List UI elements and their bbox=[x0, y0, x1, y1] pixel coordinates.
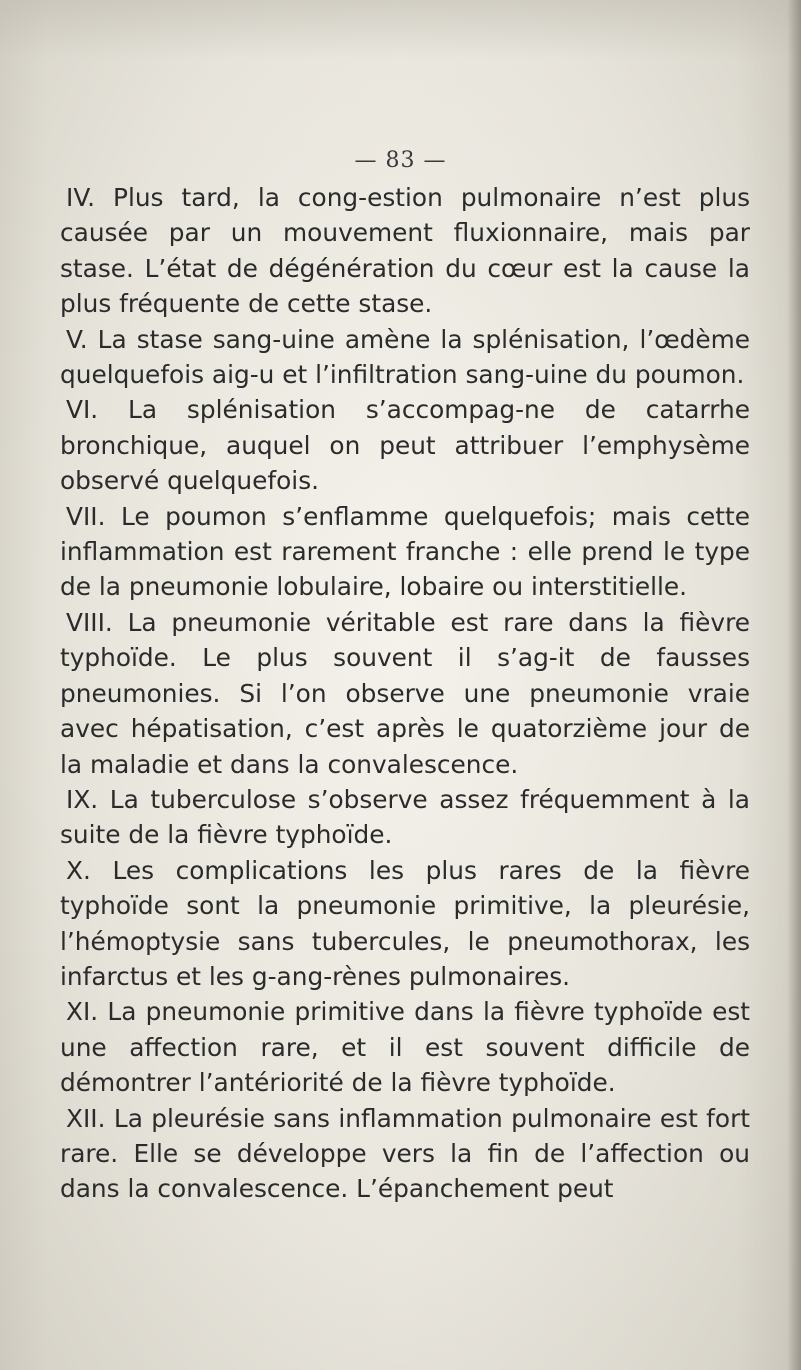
paragraph-number: XI. bbox=[66, 997, 99, 1027]
paragraph-vii bbox=[60, 499, 750, 605]
paragraph-viii bbox=[60, 605, 750, 782]
paragraph-number: VIII. bbox=[66, 607, 113, 637]
paragraph-iv bbox=[60, 180, 750, 322]
paragraph-text: La pneumonie primitive dans la fièvre typhoïde est une affection rare, et il est souvent difficile de démontrer l’antériorité de la fièvre typhoïde. bbox=[60, 997, 750, 1098]
paragraph-text: La pneumonie véritable est rare dans la fièvre typhoïde. Le plus souvent il s’ag‑it de fausses pneumonies. Si l’on observe une pneumonie vraie avec hépatisation, c’est après le quatorzième jour de la maladie et dans la convalescence. bbox=[60, 607, 750, 779]
paragraph-number: IV. bbox=[66, 183, 95, 212]
paragraph-xii bbox=[60, 1101, 750, 1207]
paragraph-x bbox=[60, 853, 750, 995]
body-text bbox=[60, 180, 750, 1207]
page-number: — 83 — bbox=[354, 148, 447, 173]
paragraph-text: Le poumon s’enflamme quelquefois; mais cette inflammation est rarement franche : elle prend le type de la pneumonie lobulaire, lobaire ou interstitielle. bbox=[60, 501, 751, 602]
paragraph-text: La pleurésie sans inflammation pulmonaire est fort rare. Elle se développe vers la fin de l’affection ou dans la convalescence. L’épanchement peut bbox=[60, 1103, 750, 1204]
paragraph-ix bbox=[60, 782, 750, 853]
paragraph-number: XII. bbox=[66, 1103, 106, 1133]
paragraph-xi bbox=[60, 994, 750, 1100]
paragraph-number: VII. bbox=[66, 501, 106, 531]
paragraph-text: Plus tard, la cong‑estion pulmonaire n’est plus causée par un mouvement fluxionnaire, mais par stase. L’état de dégénération du cœur est la cause la plus fréquente de cette stase. bbox=[60, 183, 750, 319]
paragraph-text: Les complications les plus rares de la fièvre typhoïde sont la pneumonie primitive, la pleurésie, l’hémoptysie sans tubercules, le pneumothorax, les infarctus et les g‑ang‑rènes pulmonaires. bbox=[60, 855, 750, 991]
paragraph-number: VI. bbox=[66, 395, 99, 425]
paragraph-v bbox=[60, 322, 750, 393]
paragraph-text: La splénisation s’accompag‑ne de catarrhe bronchique, auquel on peut attribuer l’emphysème observé quelquefois. bbox=[60, 395, 750, 496]
paragraph-number: V. bbox=[66, 324, 88, 354]
paragraph-text: La tuberculose s’observe assez fréquemment à la suite de la fièvre typhoïde. bbox=[60, 784, 750, 850]
paragraph-text: La stase sang‑uine amène la splénisation, l’œdème quelquefois aig‑u et l’infiltration sang‑uine du poumon. bbox=[60, 324, 750, 390]
paragraph-number: IX. bbox=[66, 784, 99, 814]
paragraph-vi bbox=[60, 392, 750, 498]
paragraph-number: X. bbox=[66, 855, 91, 885]
